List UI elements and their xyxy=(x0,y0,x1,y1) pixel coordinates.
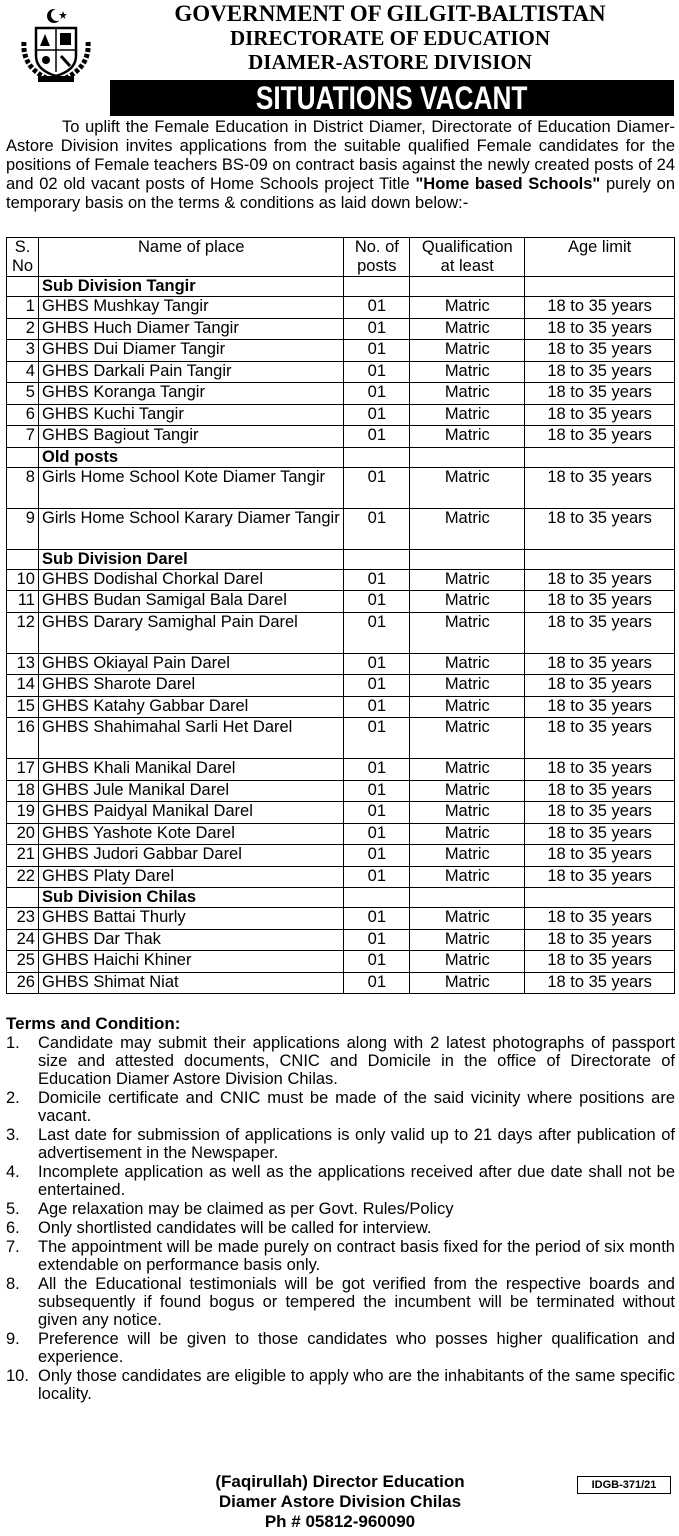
cell-posts: 01 xyxy=(344,823,410,845)
cell-age-limit: 18 to 35 years xyxy=(525,823,675,845)
cell-place-name: GHBS Mushkay Tangir xyxy=(38,297,343,319)
table-row xyxy=(7,612,675,653)
cell-place-name: Girls Home School Kote Diamer Tangir xyxy=(38,467,343,508)
cell-qualification: Matric xyxy=(410,404,525,426)
cell-place-name: GHBS Paidyal Manikal Darel xyxy=(38,802,343,824)
section-empty-cell xyxy=(344,447,410,467)
table-row xyxy=(7,467,675,508)
cell-age-limit: 18 to 35 years xyxy=(525,467,675,508)
cell-posts: 01 xyxy=(344,718,410,759)
cell-qualification: Matric xyxy=(410,759,525,781)
section-empty-cell xyxy=(525,888,675,908)
cell-place-name: GHBS Khali Manikal Darel xyxy=(38,759,343,781)
section-row xyxy=(7,447,675,467)
cell-serial-number: 12 xyxy=(7,612,39,653)
signature-block xyxy=(160,1472,520,1532)
cell-posts: 01 xyxy=(344,361,410,383)
term-item xyxy=(6,1275,675,1329)
term-text: The appointment will be made purely on contract basis fixed for the period of six month extendable on performance basis only. xyxy=(38,1238,675,1274)
section-title: Sub Division Chilas xyxy=(38,888,343,908)
cell-posts: 01 xyxy=(344,866,410,888)
header xyxy=(0,0,679,86)
section-empty-cell xyxy=(7,549,39,569)
intro-project-title: "Home based Schools" xyxy=(415,175,601,193)
cell-age-limit: 18 to 35 years xyxy=(525,297,675,319)
intro-text-after: purely on temporary basis on the terms & conditions as laid down below:- xyxy=(6,175,676,212)
cell-qualification: Matric xyxy=(410,340,525,362)
term-item xyxy=(6,1219,675,1237)
cell-qualification: Matric xyxy=(410,696,525,718)
cell-qualification: Matric xyxy=(410,718,525,759)
cell-serial-number: 23 xyxy=(7,908,39,930)
cell-qualification: Matric xyxy=(410,780,525,802)
cell-serial-number: 20 xyxy=(7,823,39,845)
header-qual-line1: Qualification xyxy=(421,238,513,256)
table-header-row xyxy=(7,238,675,277)
cell-posts: 01 xyxy=(344,972,410,994)
signatory-phone: Ph # 05812-960090 xyxy=(264,1512,416,1531)
table-row xyxy=(7,383,675,405)
term-number: 5. xyxy=(6,1200,20,1218)
header-name-of-place: Name of place xyxy=(38,238,343,277)
table-row xyxy=(7,569,675,591)
section-empty-cell xyxy=(344,277,410,297)
cell-place-name: Girls Home School Karary Diamer Tangir xyxy=(38,508,343,549)
cell-age-limit: 18 to 35 years xyxy=(525,718,675,759)
section-row xyxy=(7,549,675,569)
term-number: 10. xyxy=(6,1367,29,1385)
table-row xyxy=(7,340,675,362)
section-empty-cell xyxy=(344,549,410,569)
table-row xyxy=(7,908,675,930)
cell-qualification: Matric xyxy=(410,612,525,653)
header-posts-line1: No. of xyxy=(354,238,399,256)
header-serial-number xyxy=(7,238,39,277)
cell-qualification: Matric xyxy=(410,318,525,340)
advertisement-code: IDGB-371/21 xyxy=(577,1476,671,1494)
cell-qualification: Matric xyxy=(410,908,525,930)
cell-posts: 01 xyxy=(344,780,410,802)
section-empty-cell xyxy=(410,447,525,467)
cell-posts: 01 xyxy=(344,696,410,718)
cell-qualification: Matric xyxy=(410,361,525,383)
intro-paragraph xyxy=(6,118,675,213)
cell-serial-number: 21 xyxy=(7,845,39,867)
cell-age-limit: 18 to 35 years xyxy=(525,426,675,448)
term-number: 7. xyxy=(6,1238,20,1256)
header-line-division: DIAMER-ASTORE DIVISION xyxy=(248,50,532,74)
cell-age-limit: 18 to 35 years xyxy=(525,780,675,802)
cell-age-limit: 18 to 35 years xyxy=(525,383,675,405)
term-number: 2. xyxy=(6,1089,20,1107)
cell-posts: 01 xyxy=(344,929,410,951)
cell-qualification: Matric xyxy=(410,675,525,697)
cell-posts: 01 xyxy=(344,759,410,781)
cell-qualification: Matric xyxy=(410,383,525,405)
cell-place-name: GHBS Koranga Tangir xyxy=(38,383,343,405)
header-sn-line2: No xyxy=(11,257,34,275)
section-empty-cell xyxy=(410,888,525,908)
cell-age-limit: 18 to 35 years xyxy=(525,340,675,362)
cell-serial-number: 7 xyxy=(7,426,39,448)
cell-posts: 01 xyxy=(344,426,410,448)
cell-age-limit: 18 to 35 years xyxy=(525,866,675,888)
term-text: Incomplete application as well as the applications received after due date shall not be entertained. xyxy=(38,1163,675,1199)
term-text: Only those candidates are eligible to apply who are the inhabitants of the same specific locality. xyxy=(38,1367,675,1403)
table-row xyxy=(7,653,675,675)
cell-serial-number: 16 xyxy=(7,718,39,759)
cell-qualification: Matric xyxy=(410,297,525,319)
cell-qualification: Matric xyxy=(410,426,525,448)
cell-qualification: Matric xyxy=(410,951,525,973)
cell-serial-number: 15 xyxy=(7,696,39,718)
term-item xyxy=(6,1367,675,1403)
header-age-limit: Age limit xyxy=(525,238,675,277)
cell-posts: 01 xyxy=(344,569,410,591)
signatory-office: Diamer Astore Division Chilas xyxy=(218,1492,462,1511)
table-row xyxy=(7,591,675,613)
header-line-government: GOVERNMENT OF GILGIT-BALTISTAN xyxy=(174,1,606,26)
cell-posts: 01 xyxy=(344,404,410,426)
cell-place-name: GHBS Dui Diamer Tangir xyxy=(38,340,343,362)
table-row xyxy=(7,508,675,549)
cell-posts: 01 xyxy=(344,591,410,613)
cell-place-name: GHBS Bagiout Tangir xyxy=(38,426,343,448)
term-text: Only shortlisted candidates will be called for interview. xyxy=(38,1219,432,1237)
table-row xyxy=(7,929,675,951)
cell-posts: 01 xyxy=(344,508,410,549)
cell-serial-number: 10 xyxy=(7,569,39,591)
term-text: Last date for submission of applications is only valid up to 21 days after publication of advertisement in the Newspaper. xyxy=(38,1126,675,1162)
table-row xyxy=(7,866,675,888)
cell-serial-number: 9 xyxy=(7,508,39,549)
term-number: 4. xyxy=(6,1163,20,1181)
cell-posts: 01 xyxy=(344,340,410,362)
section-empty-cell xyxy=(7,277,39,297)
section-row xyxy=(7,277,675,297)
cell-place-name: GHBS Jule Manikal Darel xyxy=(38,780,343,802)
table-row xyxy=(7,972,675,994)
cell-posts: 01 xyxy=(344,675,410,697)
cell-qualification: Matric xyxy=(410,802,525,824)
cell-serial-number: 17 xyxy=(7,759,39,781)
term-item xyxy=(6,1034,675,1088)
cell-place-name: GHBS Dodishal Chorkal Darel xyxy=(38,569,343,591)
cell-place-name: GHBS Haichi Khiner xyxy=(38,951,343,973)
cell-age-limit: 18 to 35 years xyxy=(525,759,675,781)
term-number: 8. xyxy=(6,1275,20,1293)
section-title: Sub Division Tangir xyxy=(38,277,343,297)
section-title: Old posts xyxy=(38,447,343,467)
government-emblem-icon xyxy=(14,6,98,84)
section-empty-cell xyxy=(344,888,410,908)
cell-qualification: Matric xyxy=(410,972,525,994)
term-number: 1. xyxy=(6,1034,20,1052)
header-posts-line2: posts xyxy=(357,257,397,275)
cell-qualification: Matric xyxy=(410,823,525,845)
cell-serial-number: 3 xyxy=(7,340,39,362)
cell-place-name: GHBS Platy Darel xyxy=(38,866,343,888)
term-item xyxy=(6,1330,675,1366)
header-titles xyxy=(110,2,670,74)
section-empty-cell xyxy=(410,549,525,569)
cell-posts: 01 xyxy=(344,318,410,340)
cell-place-name: GHBS Okiayal Pain Darel xyxy=(38,653,343,675)
cell-place-name: GHBS Huch Diamer Tangir xyxy=(38,318,343,340)
cell-age-limit: 18 to 35 years xyxy=(525,972,675,994)
cell-qualification: Matric xyxy=(410,508,525,549)
cell-age-limit: 18 to 35 years xyxy=(525,802,675,824)
table-body xyxy=(7,277,675,994)
cell-serial-number: 14 xyxy=(7,675,39,697)
cell-qualification: Matric xyxy=(410,929,525,951)
cell-posts: 01 xyxy=(344,467,410,508)
section-title: Sub Division Darel xyxy=(38,549,343,569)
cell-age-limit: 18 to 35 years xyxy=(525,318,675,340)
cell-serial-number: 8 xyxy=(7,467,39,508)
table-row xyxy=(7,951,675,973)
term-text: Age relaxation may be claimed as per Govt. Rules/Policy xyxy=(38,1200,454,1218)
cell-place-name: GHBS Katahy Gabbar Darel xyxy=(38,696,343,718)
header-qualification xyxy=(410,238,525,277)
table-row xyxy=(7,802,675,824)
section-empty-cell xyxy=(7,447,39,467)
section-empty-cell xyxy=(7,888,39,908)
cell-place-name: GHBS Shahimahal Sarli Het Darel xyxy=(38,718,343,759)
terms-list xyxy=(6,1034,675,1403)
cell-place-name: GHBS Darkali Pain Tangir xyxy=(38,361,343,383)
vacancy-table xyxy=(6,237,675,994)
cell-age-limit: 18 to 35 years xyxy=(525,569,675,591)
intro-text-before: To uplift the Female Education in District Diamer, Directorate of Education Diamer-Astore Division invites applications from the suitable qualified Female candidates for the positions of Female teachers BS-09 on contract basis against the newly created posts of 24 and 02 old vacant posts of Home Schools project Title xyxy=(6,118,675,193)
term-text: Preference will be given to those candidates who posses higher qualification and experience. xyxy=(38,1330,675,1366)
cell-place-name: GHBS Judori Gabbar Darel xyxy=(38,845,343,867)
cell-posts: 01 xyxy=(344,383,410,405)
header-sn-line1: S. xyxy=(14,238,31,256)
table-row xyxy=(7,361,675,383)
term-item xyxy=(6,1238,675,1274)
table-row xyxy=(7,318,675,340)
cell-serial-number: 4 xyxy=(7,361,39,383)
section-empty-cell xyxy=(525,447,675,467)
term-item xyxy=(6,1200,675,1218)
cell-age-limit: 18 to 35 years xyxy=(525,696,675,718)
table-row xyxy=(7,845,675,867)
table-row xyxy=(7,426,675,448)
banner-text: SITUATIONS VACANT xyxy=(256,80,528,116)
cell-age-limit: 18 to 35 years xyxy=(525,508,675,549)
cell-place-name: GHBS Dar Thak xyxy=(38,929,343,951)
table-row xyxy=(7,780,675,802)
header-number-of-posts xyxy=(344,238,410,277)
cell-serial-number: 18 xyxy=(7,780,39,802)
cell-qualification: Matric xyxy=(410,569,525,591)
cell-posts: 01 xyxy=(344,951,410,973)
term-text: Candidate may submit their applications along with 2 latest photographs of passport size and attested documents, CNIC and Domicile in the office of Directorate of Education Diamer Astore Division Chilas. xyxy=(38,1034,675,1088)
cell-place-name: GHBS Yashote Kote Darel xyxy=(38,823,343,845)
cell-age-limit: 18 to 35 years xyxy=(525,612,675,653)
cell-posts: 01 xyxy=(344,297,410,319)
term-number: 3. xyxy=(6,1126,20,1144)
term-item xyxy=(6,1089,675,1125)
cell-place-name: GHBS Kuchi Tangir xyxy=(38,404,343,426)
signatory-name: (Faqirullah) Director Education xyxy=(215,1472,465,1491)
cell-qualification: Matric xyxy=(410,866,525,888)
cell-posts: 01 xyxy=(344,802,410,824)
table-row xyxy=(7,297,675,319)
cell-posts: 01 xyxy=(344,845,410,867)
cell-posts: 01 xyxy=(344,908,410,930)
cell-age-limit: 18 to 35 years xyxy=(525,951,675,973)
table-row xyxy=(7,823,675,845)
cell-serial-number: 19 xyxy=(7,802,39,824)
term-item xyxy=(6,1126,675,1162)
table-row xyxy=(7,759,675,781)
terms-and-conditions xyxy=(6,1014,675,1404)
cell-serial-number: 1 xyxy=(7,297,39,319)
cell-serial-number: 5 xyxy=(7,383,39,405)
terms-title: Terms and Condition: xyxy=(6,1014,181,1033)
cell-place-name: GHBS Battai Thurly xyxy=(38,908,343,930)
term-number: 6. xyxy=(6,1219,20,1237)
table-row xyxy=(7,696,675,718)
term-text: Domicile certificate and CNIC must be made of the said vicinity where positions are vacant. xyxy=(38,1089,675,1125)
section-empty-cell xyxy=(525,277,675,297)
cell-serial-number: 26 xyxy=(7,972,39,994)
term-item xyxy=(6,1163,675,1199)
cell-qualification: Matric xyxy=(410,845,525,867)
cell-posts: 01 xyxy=(344,653,410,675)
cell-place-name: GHBS Shimat Niat xyxy=(38,972,343,994)
cell-serial-number: 11 xyxy=(7,591,39,613)
cell-place-name: GHBS Darary Samighal Pain Darel xyxy=(38,612,343,653)
section-row xyxy=(7,888,675,908)
cell-age-limit: 18 to 35 years xyxy=(525,404,675,426)
cell-serial-number: 6 xyxy=(7,404,39,426)
cell-serial-number: 24 xyxy=(7,929,39,951)
table-row xyxy=(7,675,675,697)
cell-qualification: Matric xyxy=(410,467,525,508)
cell-age-limit: 18 to 35 years xyxy=(525,908,675,930)
cell-age-limit: 18 to 35 years xyxy=(525,845,675,867)
cell-age-limit: 18 to 35 years xyxy=(525,929,675,951)
cell-serial-number: 25 xyxy=(7,951,39,973)
term-number: 9. xyxy=(6,1330,20,1348)
header-qual-line2: at least xyxy=(440,257,494,275)
cell-age-limit: 18 to 35 years xyxy=(525,675,675,697)
cell-qualification: Matric xyxy=(410,591,525,613)
cell-age-limit: 18 to 35 years xyxy=(525,591,675,613)
cell-age-limit: 18 to 35 years xyxy=(525,361,675,383)
cell-serial-number: 13 xyxy=(7,653,39,675)
cell-place-name: GHBS Sharote Darel xyxy=(38,675,343,697)
situations-vacant-banner xyxy=(110,80,674,116)
cell-place-name: GHBS Budan Samigal Bala Darel xyxy=(38,591,343,613)
section-empty-cell xyxy=(410,277,525,297)
cell-serial-number: 22 xyxy=(7,866,39,888)
section-empty-cell xyxy=(525,549,675,569)
cell-age-limit: 18 to 35 years xyxy=(525,653,675,675)
cell-serial-number: 2 xyxy=(7,318,39,340)
term-text: All the Educational testimonials will be got verified from the respective boards and subsequently if found bogus or tempered the incumbent will be terminated without given any notice. xyxy=(38,1275,675,1329)
table-row xyxy=(7,718,675,759)
cell-qualification: Matric xyxy=(410,653,525,675)
header-line-directorate: DIRECTORATE OF EDUCATION xyxy=(229,26,551,50)
cell-posts: 01 xyxy=(344,612,410,653)
table-row xyxy=(7,404,675,426)
